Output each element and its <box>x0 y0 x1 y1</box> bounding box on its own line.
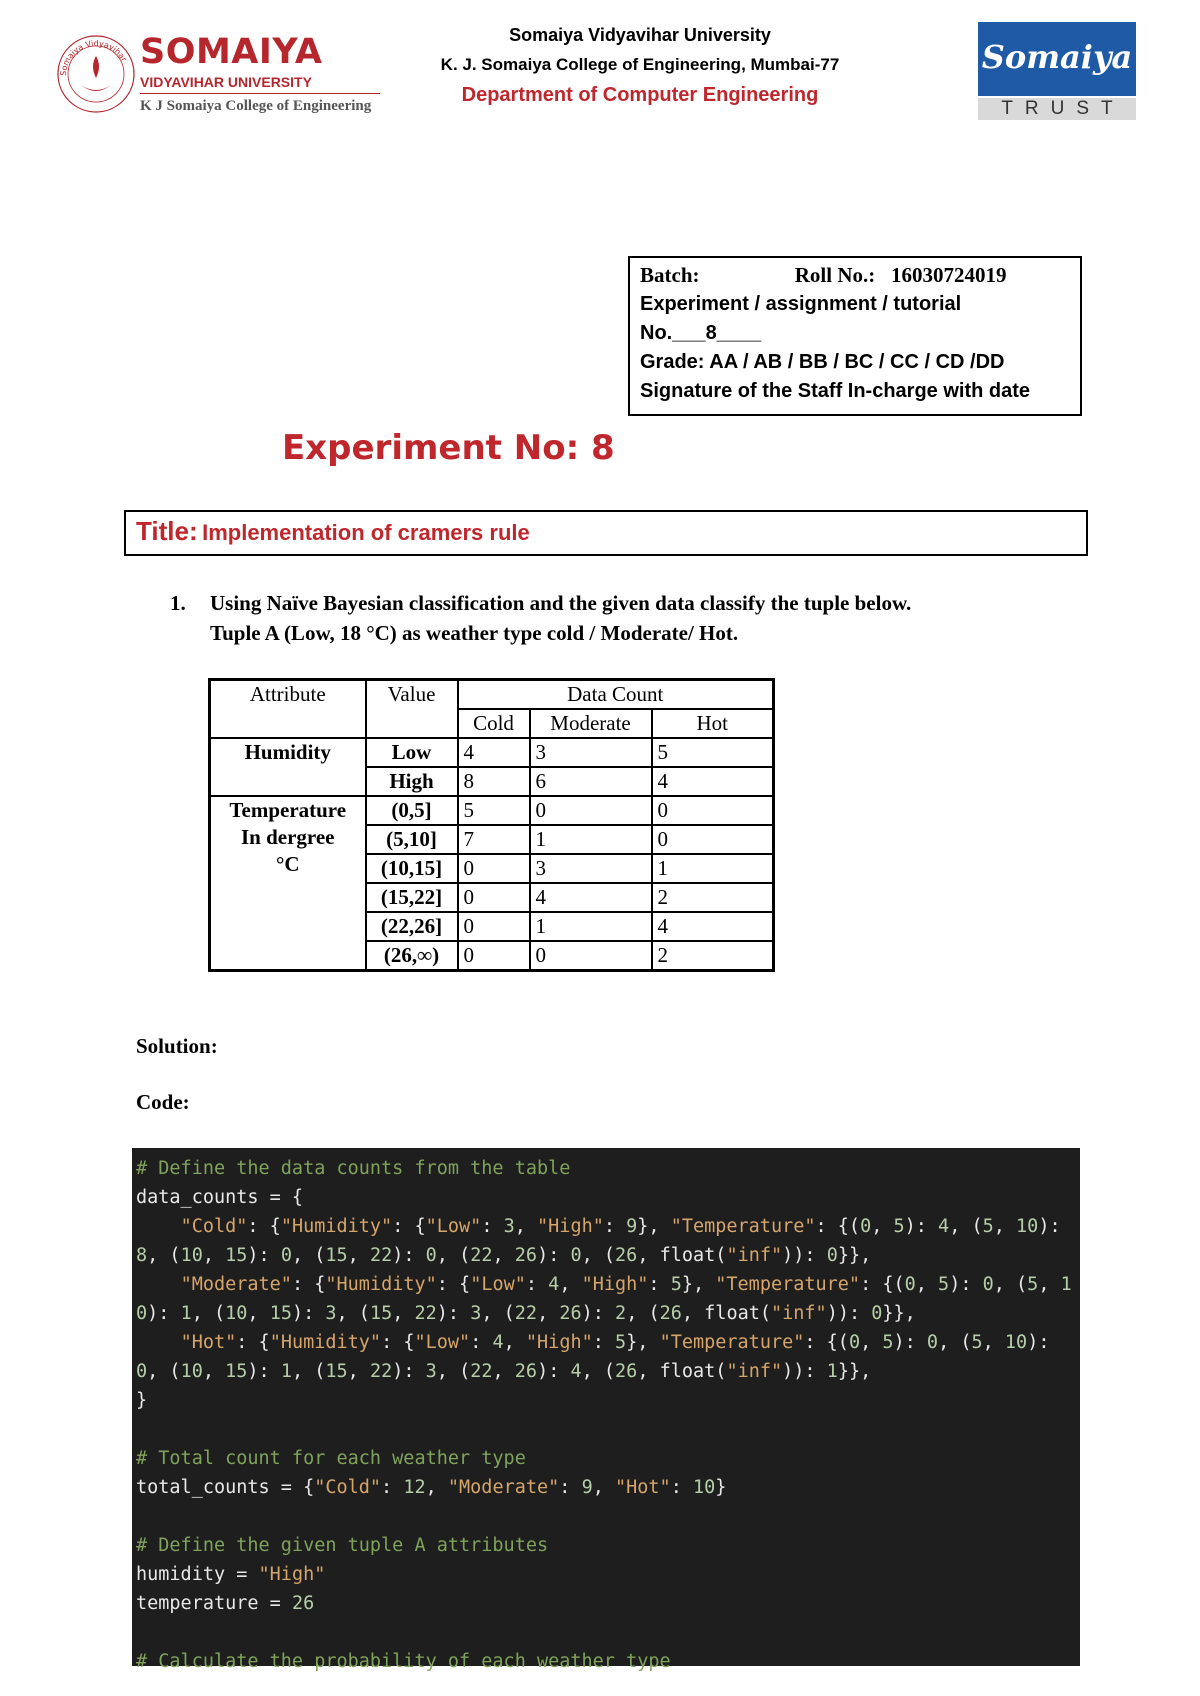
university-name: Somaiya Vidyavihar University <box>509 25 771 45</box>
code-line: "Hot": {"Humidity": {"Low": 4, "High": 5}, "Temperature": {(0, 5): 0, (5, 10): 0, (10, 15): 1, (15, 22): 3, (22, 26): 4, (26, float("inf")): 1}}, <box>136 1332 1061 1382</box>
roll-value: 16030724019 <box>891 263 1007 287</box>
somaiya-logo <box>54 26 374 122</box>
trust-word: TRUST <box>978 98 1136 120</box>
temperature-label <box>210 796 366 971</box>
cell-cold: 5 <box>458 796 530 825</box>
code-line: "Cold": {"Humidity": {"Low": 3, "High": 9}, "Temperature": {(0, 5): 4, (5, 10): 8, (10, 15): 0, (15, 22): 0, (22, 26): 0, (26, float("inf")): 0}}, <box>136 1216 1072 1266</box>
code-line: total_counts = {"Cold": 12, "Moderate": 9, "Hot": 10} <box>136 1477 727 1498</box>
temperature-label-line-3: °C <box>275 852 300 876</box>
code-line: } <box>136 1390 148 1411</box>
cell-cold: 0 <box>458 912 530 941</box>
row-value: (22,26] <box>366 912 458 941</box>
brand-divider <box>140 93 380 94</box>
code-block <box>132 1148 1080 1672</box>
table-row <box>210 738 774 767</box>
signature-line: Signature of the Staff In-charge with date <box>640 380 1031 402</box>
roll-label: Roll No.: <box>794 263 876 287</box>
row-value: (0,5] <box>366 796 458 825</box>
trust-signature-icon <box>978 22 1136 96</box>
cell-hot: 0 <box>652 825 774 854</box>
code-line: data_counts = { <box>136 1187 304 1208</box>
cell-cold: 8 <box>458 767 530 796</box>
trust-logo-panel <box>978 22 1136 96</box>
brand-university: VIDYAVIHAR UNIVERSITY <box>140 74 312 90</box>
code-line <box>136 1502 1076 1531</box>
cell-cold: 0 <box>458 854 530 883</box>
header-hot: Hot <box>652 709 774 738</box>
question <box>170 588 1100 648</box>
cell-moderate: 1 <box>530 912 652 941</box>
code-line <box>136 1415 1076 1444</box>
batch-info-box <box>628 256 1082 416</box>
somaiya-trust-logo <box>978 22 1136 120</box>
title-text: Implementation of cramers rule <box>202 520 530 545</box>
temperature-label-line-1: Temperature <box>229 798 347 822</box>
table-header-row <box>210 680 774 710</box>
experiment-title: Experiment No: 8 <box>282 428 615 468</box>
question-number: 1. <box>170 591 186 615</box>
code-line: # Calculate the probability of each weather type <box>136 1651 671 1672</box>
cell-hot: 1 <box>652 854 774 883</box>
cell-moderate: 6 <box>530 767 652 796</box>
cell-cold: 0 <box>458 941 530 971</box>
row-value: (5,10] <box>366 825 458 854</box>
experiment-type-line: Experiment / assignment / tutorial <box>640 293 962 315</box>
question-line-1: Using Naïve Bayesian classification and the given data classify the tuple below. <box>210 591 912 615</box>
college-name: K. J. Somaiya College of Engineering, Mumbai-77 <box>440 55 840 74</box>
cell-cold: 4 <box>458 738 530 767</box>
header-attribute: Attribute <box>210 680 366 739</box>
data-count-table <box>208 678 775 972</box>
header-cold: Cold <box>458 709 530 738</box>
code-line: # Define the given tuple A attributes <box>136 1535 549 1556</box>
brand-college: K J Somaiya College of Engineering <box>140 98 372 114</box>
cell-moderate: 1 <box>530 825 652 854</box>
header-value: Value <box>366 680 458 739</box>
cell-moderate: 3 <box>530 738 652 767</box>
code-label: Code: <box>136 1090 190 1114</box>
question-line-2: Tuple A (Low, 18 °C) as weather type cold / Moderate/ Hot. <box>210 621 739 645</box>
code-line: "Moderate": {"Humidity": {"Low": 4, "High": 5}, "Temperature": {(0, 5): 0, (5, 10): 1, (10, 15): 3, (15, 22): 3, (22, 26): 2, (26, float("inf")): 0}}, <box>136 1274 1072 1324</box>
somaiya-emblem-icon <box>54 26 138 118</box>
trust-logo-text: Somaiya <box>981 38 1133 76</box>
temperature-label-line-2: In dergree <box>240 825 335 849</box>
header-data-count: Data Count <box>458 680 774 710</box>
cell-hot: 2 <box>652 941 774 971</box>
code-line: temperature = 26 <box>136 1593 315 1614</box>
grade-line: Grade: AA / AB / BB / BC / CC / CD /DD <box>640 351 1005 373</box>
solution-label: Solution: <box>136 1034 218 1058</box>
cell-hot: 5 <box>652 738 774 767</box>
cell-cold: 7 <box>458 825 530 854</box>
emblem-ring-text: Somaiya Vidyavihar <box>58 38 129 77</box>
cell-hot: 0 <box>652 796 774 825</box>
title-box <box>124 510 1088 556</box>
table-row <box>210 796 774 825</box>
cell-hot: 4 <box>652 767 774 796</box>
code-line <box>136 1618 1076 1647</box>
cell-hot: 4 <box>652 912 774 941</box>
row-value: (26,∞) <box>366 941 458 971</box>
cell-cold: 0 <box>458 883 530 912</box>
batch-label: Batch: <box>640 263 700 287</box>
experiment-number-line: No.___8____ <box>640 322 762 344</box>
brand-name: SOMAIYA <box>140 32 323 72</box>
cell-hot: 2 <box>652 883 774 912</box>
row-value: Low <box>366 738 458 767</box>
header-moderate: Moderate <box>530 709 652 738</box>
title-label: Title: <box>136 516 198 546</box>
humidity-label: Humidity <box>210 738 366 796</box>
row-value: (10,15] <box>366 854 458 883</box>
cell-moderate: 0 <box>530 796 652 825</box>
batch-roll-row <box>640 261 1070 290</box>
code-line: # Define the data counts from the table <box>136 1158 571 1179</box>
header-center <box>380 20 900 110</box>
cell-moderate: 4 <box>530 883 652 912</box>
cell-moderate: 0 <box>530 941 652 971</box>
row-value: (15,22] <box>366 883 458 912</box>
department-name: Department of Computer Engineering <box>461 84 819 106</box>
code-line: # Total count for each weather type <box>136 1448 526 1469</box>
cell-moderate: 3 <box>530 854 652 883</box>
code-line: humidity = "High" <box>136 1564 326 1585</box>
row-value: High <box>366 767 458 796</box>
